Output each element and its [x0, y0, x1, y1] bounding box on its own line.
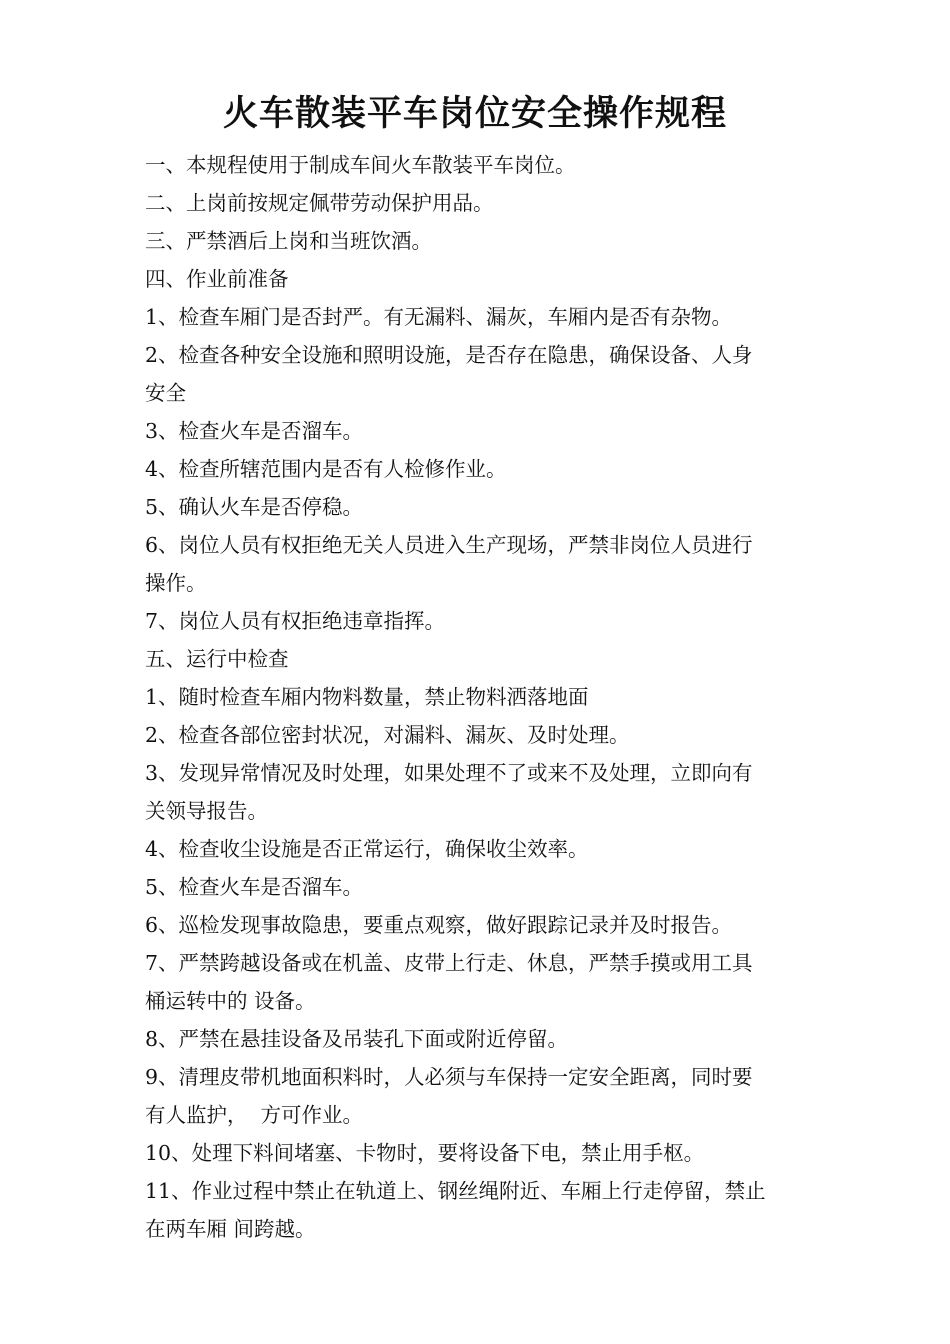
text-line: 5、确认火车是否停稳。 — [145, 495, 364, 519]
text-line: 2、检查各部位密封状况，对漏料、漏灰、及时处理。 — [145, 723, 630, 747]
text-line: 3、发现异常情况及时处理，如果处理不了或来不及处理，立即向有 — [145, 761, 753, 785]
text-line: 6、巡检发现事故隐患，要重点观察，做好跟踪记录并及时报告。 — [145, 913, 733, 937]
text-line: 11、作业过程中禁止在轨道上、钢丝绳附近、车厢上行走停留，禁止 — [145, 1179, 766, 1203]
text-line: 9、清理皮带机地面积料时，人必须与车保持一定安全距离，同时要 — [145, 1065, 753, 1089]
text-line: 1、检查车厢门是否封严。有无漏料、漏灰，车厢内是否有杂物。 — [145, 305, 733, 329]
text-line: 有人监护， 方可作业。 — [145, 1103, 364, 1127]
text-line: 2、检查各种安全设施和照明设施，是否存在隐患，确保设备、人身 — [145, 343, 753, 367]
document-body — [145, 146, 825, 1248]
text-line: 4、检查所辖范围内是否有人检修作业。 — [145, 457, 507, 481]
text-line: 4、检查收尘设施是否正常运行，确保收尘效率。 — [145, 837, 589, 861]
document-title: 火车散装平车岗位安全操作规程 — [222, 93, 727, 134]
text-line: 5、检查火车是否溜车。 — [145, 875, 364, 899]
section-heading: 四、作业前准备 — [145, 267, 289, 291]
text-line: 三、严禁酒后上岗和当班饮酒。 — [145, 229, 432, 253]
section-heading: 五、运行中检查 — [145, 647, 289, 671]
text-line: 8、严禁在悬挂设备及吊装孔下面或附近停留。 — [145, 1027, 569, 1051]
text-line: 安全 — [145, 381, 186, 405]
text-line: 3、检查火车是否溜车。 — [145, 419, 364, 443]
text-line: 6、岗位人员有权拒绝无关人员进入生产现场，严禁非岗位人员进行 — [145, 533, 753, 557]
text-line: 一、本规程使用于制成车间火车散装平车岗位。 — [145, 153, 576, 177]
text-line: 在两车厢 间跨越。 — [145, 1217, 316, 1241]
text-line: 1、随时检查车厢内物料数量，禁止物料洒落地面 — [145, 685, 589, 709]
text-line: 10、处理下料间堵塞、卡物时，要将设备下电，禁止用手枢。 — [145, 1141, 705, 1165]
text-line: 桶运转中的 设备。 — [145, 989, 316, 1013]
text-line: 关领导报告。 — [145, 799, 268, 823]
text-line: 操作。 — [145, 571, 207, 595]
text-line: 二、上岗前按规定佩带劳动保护用品。 — [145, 191, 494, 215]
text-line: 7、严禁跨越设备或在机盖、皮带上行走、休息，严禁手摸或用工具 — [145, 951, 753, 975]
text-line: 7、岗位人员有权拒绝违章指挥。 — [145, 609, 446, 633]
